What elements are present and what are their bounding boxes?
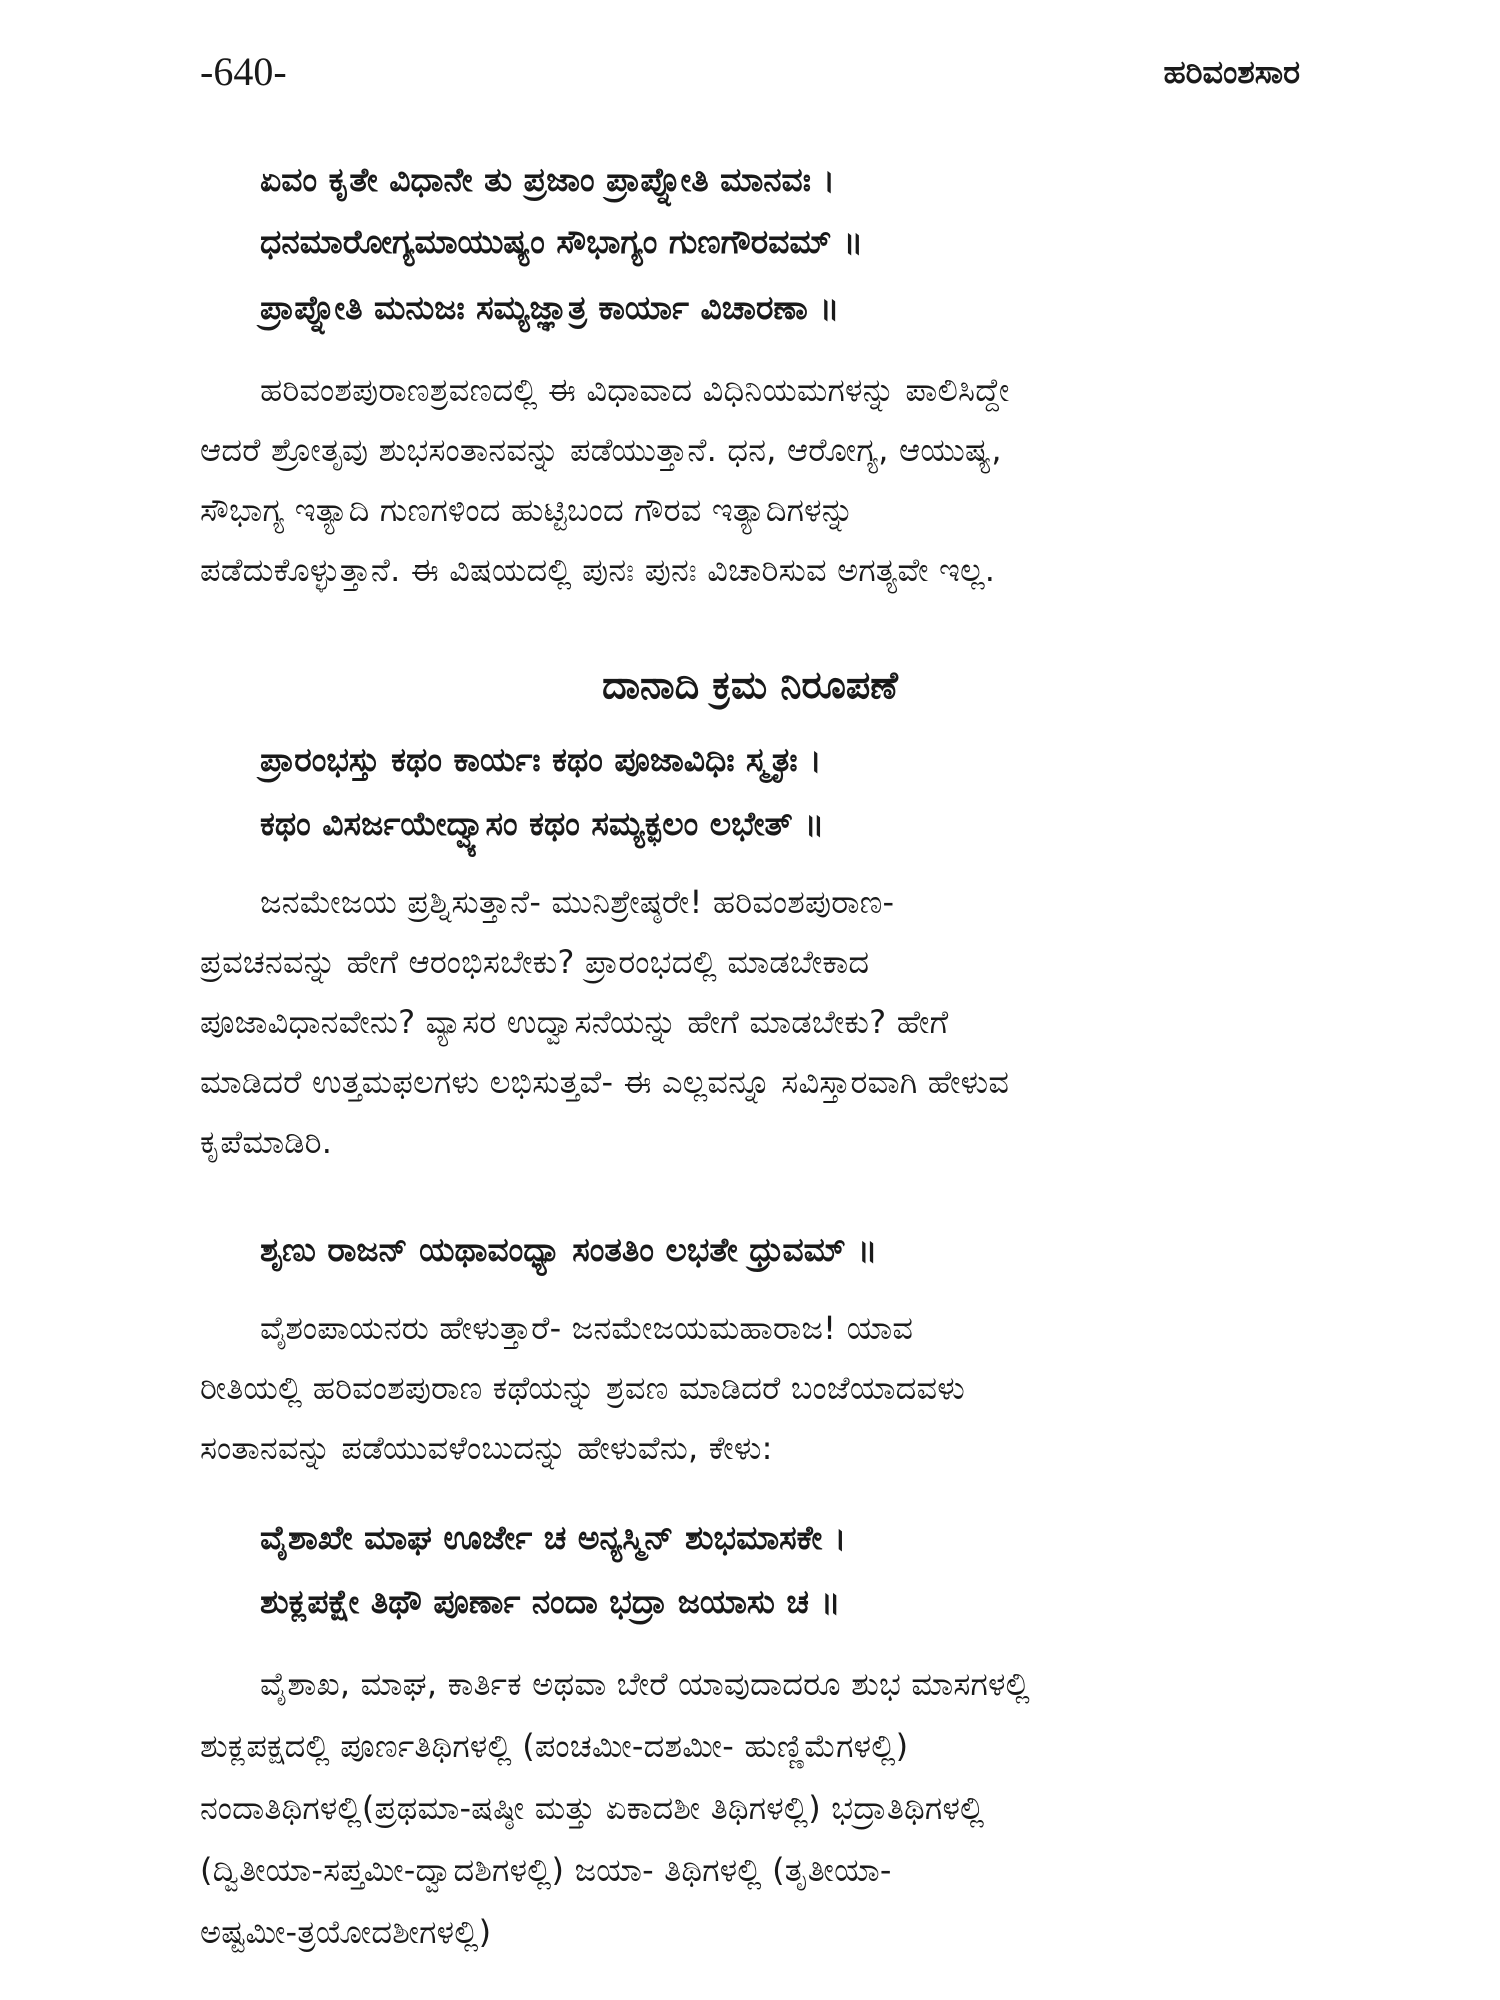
- prose-paragraph-2: [200, 872, 1300, 1182]
- shloka-line: ಧನಮಾರೋಗ್ಯಮಾಯುಷ್ಯಂ ಸೌಭಾಗ್ಯಂ ಗುಣಗೌರವಮ್ ॥: [260, 222, 864, 261]
- prose-line: ರೀತಿಯಲ್ಲಿ ಹರಿವಂಶಪುರಾಣ ಕಥೆಯನ್ನು ಶ್ರವಣ ಮಾಡಿದರೆ ಬಂಜೆಯಾದವಳು: [200, 1369, 966, 1407]
- prose-paragraph-4: [200, 1654, 1300, 1974]
- prose-paragraph-1: [200, 360, 1300, 610]
- prose-line: ವೈಶಂಪಾಯನರು ಹೇಳುತ್ತಾರೆ- ಜನಮೇಜಯಮಹಾರಾಜ! ಯಾವ: [260, 1309, 914, 1347]
- prose-line: ನಂದಾತಿಥಿಗಳಲ್ಲಿ(ಪ್ರಥಮಾ-ಷಷ್ಠೀ ಮತ್ತು ಏಕಾದಶೀ ತಿಥಿಗಳಲ್ಲಿ) ಭದ್ರಾತಿಥಿಗಳಲ್ಲಿ: [200, 1789, 985, 1827]
- prose-line: ಪ್ರವಚನವನ್ನು ಹೇಗೆ ಆರಂಭಿಸಬೇಕು? ಪ್ರಾರಂಭದಲ್ಲಿ ಮಾಡಬೇಕಾದ: [200, 943, 870, 981]
- shloka-line: ಪ್ರಾರಂಭಸ್ತು ಕಥಂ ಕಾರ್ಯಃ ಕಥಂ ಪೂಜಾವಿಧಿಃ ಸ್ಮೃತಃ ।: [260, 740, 822, 779]
- prose-line: ಪಡೆದುಕೊಳ್ಳುತ್ತಾನೆ. ಈ ವಿಷಯದಲ್ಲಿ ಪುನಃ ಪುನಃ ವಿಚಾರಿಸುವ ಅಗತ್ಯವೇ ಇಲ್ಲ.: [200, 551, 996, 589]
- shloka-line: ಕಥಂ ವಿಸರ್ಜಯೇದ್ವ್ಯಾಸಂ ಕಥಂ ಸಮ್ಯಕ್ಫಲಂ ಲಭೇತ್ ॥: [260, 804, 825, 843]
- prose-line: (ದ್ವಿತೀಯಾ-ಸಪ್ತಮೀ-ದ್ವಾದಶಿಗಳಲ್ಲಿ) ಜಯಾ- ತಿಥಿಗಳಲ್ಲಿ (ತೃತೀಯಾ-: [200, 1851, 892, 1889]
- section-heading: ದಾನಾದಿ ಕ್ರಮ ನಿರೂಪಣೆ: [602, 663, 898, 707]
- prose-line: ಕೃಪೆಮಾಡಿರಿ.: [200, 1123, 333, 1161]
- shloka-line: ಶೃಣು ರಾಜನ್ ಯಥಾವಂಧ್ಯಾ ಸಂತತಿಂ ಲಭತೇ ಧ್ರುವಮ್ ॥: [260, 1230, 878, 1269]
- prose-paragraph-3: [200, 1298, 1300, 1488]
- prose-line: ವೈಶಾಖ, ಮಾಘ, ಕಾರ್ತಿಕ ಅಥವಾ ಬೇರೆ ಯಾವುದಾದರೂ ಶುಭ ಮಾಸಗಳಲ್ಲಿ: [260, 1665, 1031, 1703]
- shloka-line: ಶುಕ್ಲಪಕ್ಷೇ ತಿಥೌ ಪೂರ್ಣಾ ನಂದಾ ಭದ್ರಾ ಜಯಾಸು ಚ ॥: [260, 1582, 841, 1621]
- page-header: [200, 42, 1300, 102]
- prose-line: ಸಂತಾನವನ್ನು ಪಡೆಯುವಳೆಂಬುದನ್ನು ಹೇಳುವೆನು, ಕೇಳು:: [200, 1429, 773, 1467]
- prose-line: ಶುಕ್ಲಪಕ್ಷದಲ್ಲಿ ಪೂರ್ಣತಿಥಿಗಳಲ್ಲಿ (ಪಂಚಮೀ-ದಶಮೀ- ಹುಣ್ಣಿಮೆಗಳಲ್ಲಿ): [200, 1727, 909, 1765]
- prose-line: ಜನಮೇಜಯ ಪ್ರಶ್ನಿಸುತ್ತಾನೆ- ಮುನಿಶ್ರೇಷ್ಠರೇ! ಹರಿವಂಶಪುರಾಣ-: [260, 883, 895, 921]
- prose-line: ಹರಿವಂಶಪುರಾಣಶ್ರವಣದಲ್ಲಿ ಈ ವಿಧಾವಾದ ವಿಧಿನಿಯಮಗಳನ್ನು ಪಾಲಿಸಿದ್ದೇ: [260, 371, 1010, 409]
- shloka-block-2: [200, 730, 1300, 860]
- page-number: -640-: [200, 49, 287, 94]
- shloka-line: ಏವಂ ಕೃತೇ ವಿಧಾನೇ ತು ಪ್ರಜಾಂ ಪ್ರಾಪ್ನೋತಿ ಮಾನವಃ ।: [260, 160, 835, 199]
- shloka-block-4: [200, 1508, 1300, 1638]
- prose-line: ಮಾಡಿದರೆ ಉತ್ತಮಫಲಗಳು ಲಭಿಸುತ್ತವೆ- ಈ ಎಲ್ಲವನ್ನೂ ಸವಿಸ್ತಾರವಾಗಿ ಹೇಳುವ: [200, 1063, 1010, 1101]
- prose-line: ಅಷ್ಟಮೀ-ತ್ರಯೋದಶೀಗಳಲ್ಲಿ): [200, 1913, 492, 1951]
- shloka-line: ಪ್ರಾಪ್ನೋತಿ ಮನುಜಃ ಸಮ್ಯಜ್ಞಾತ್ರ ಕಾರ್ಯಾ ವಿಚಾರಣಾ ॥: [260, 288, 840, 327]
- shloka-block-3: [200, 1220, 1300, 1284]
- prose-line: ಪೂಜಾವಿಧಾನವೇನು? ವ್ಯಾಸರ ಉದ್ವಾಸನೆಯನ್ನು ಹೇಗೆ ಮಾಡಬೇಕು? ಹೇಗೆ: [200, 1003, 949, 1041]
- shloka-block-1: [200, 150, 1300, 340]
- shloka-line: ವೈಶಾಖೇ ಮಾಘ ಊರ್ಜೇ ಚ ಅನ್ಯಸ್ಮಿನ್ ಶುಭಮಾಸಕೇ ।: [260, 1518, 847, 1557]
- prose-line: ಆದರೆ ಶ್ರೋತೃವು ಶುಭಸಂತಾನವನ್ನು ಪಡೆಯುತ್ತಾನೆ. ಧನ, ಆರೋಗ್ಯ, ಆಯುಷ್ಯ,: [200, 431, 1002, 469]
- prose-line: ಸೌಭಾಗ್ಯ ಇತ್ಯಾದಿ ಗುಣಗಳಿಂದ ಹುಟ್ಟಿಬಂದ ಗೌರವ ಇತ್ಯಾದಿಗಳನ್ನು: [200, 491, 855, 529]
- running-title: ಹರಿವಂಶಸಾರ: [1163, 53, 1300, 91]
